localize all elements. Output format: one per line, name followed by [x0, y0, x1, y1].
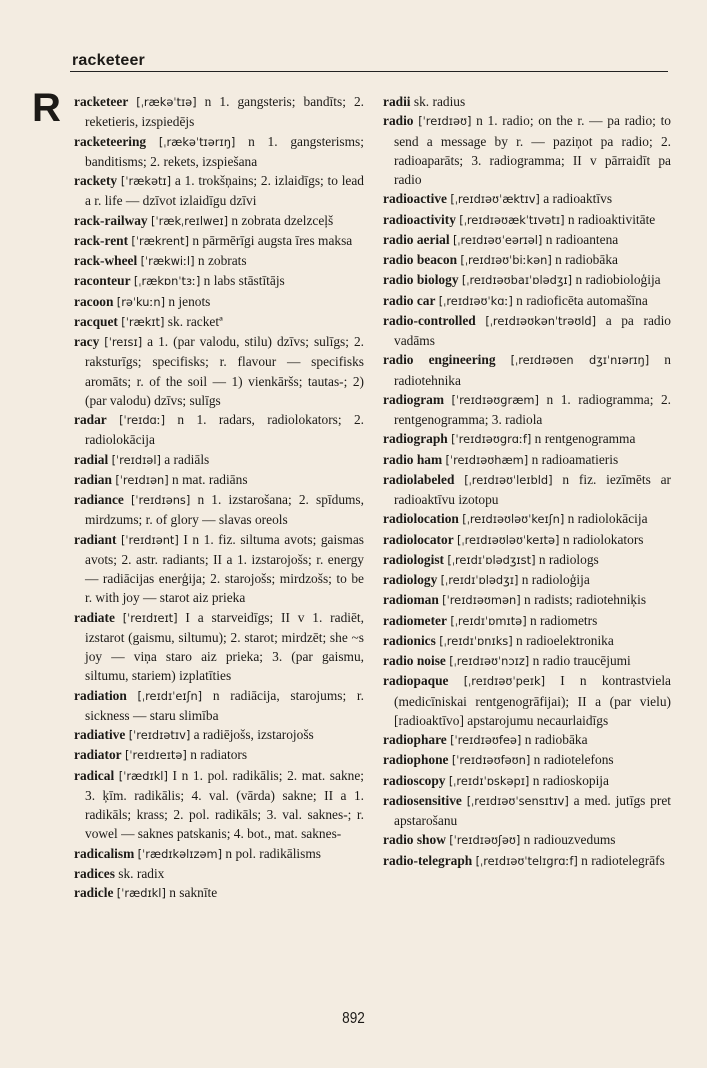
entry-pronunciation: [ˌreɪdɪəʊləʊˈkeɪʃn]: [462, 512, 565, 527]
entry-pronunciation: [ˈreɪdɪəns]: [130, 493, 191, 507]
dictionary-entry: [74, 725, 364, 745]
entry-headword: radiate: [74, 609, 115, 625]
dictionary-entry: [383, 651, 671, 671]
entry-headword: radio-controlled: [383, 312, 476, 328]
entry-headword: radio aerial: [383, 231, 450, 247]
entry-pronunciation: [ˌreɪdɪˈɒskəpɪ]: [448, 773, 530, 788]
dictionary-entry: [74, 292, 364, 312]
entry-headword: radioactivity: [383, 211, 456, 227]
entry-pronunciation: [ˈrædɪkəlɪzəm]: [137, 846, 223, 861]
entry-definition: n pol. radikālisms: [222, 845, 321, 861]
entry-definition: n 1. izstarošana; 2. spīdums, mirdzums; r. of glory — slavas oreols: [85, 492, 364, 528]
entry-pronunciation: [rəˈkuːn]: [116, 294, 166, 309]
dictionary-entry: [383, 92, 671, 111]
entry-definition: n radioaktivitāte: [564, 211, 656, 227]
entry-headword: radiologist: [383, 551, 445, 567]
entry-pronunciation: [ˈreɪdɪəʊgræm]: [451, 392, 539, 407]
dictionary-entry: [74, 410, 364, 450]
entry-definition: n radiators: [186, 747, 248, 763]
entry-pronunciation: [ˌreɪdɪˈɒlədʒɪ]: [440, 573, 519, 587]
entry-definition: n radio traucējumi: [529, 653, 631, 668]
dictionary-entry: [74, 171, 364, 211]
entry-headword: radiolocator: [383, 531, 454, 547]
entry-headword: radiation: [74, 687, 127, 703]
dictionary-entry: [74, 92, 364, 132]
dictionary-entry: [383, 590, 671, 610]
left-column: [74, 92, 364, 903]
dictionary-entry: [383, 550, 671, 570]
entry-pronunciation: [ˈreɪdɪən]: [115, 472, 169, 487]
entry-definition: a med. jutīgs pret apstarošanu: [394, 792, 671, 828]
entry-pronunciation: [ˈreɪdɪəʊmən]: [442, 593, 521, 608]
entry-definition: n rentgenogramma: [531, 431, 636, 447]
dictionary-entry: [383, 189, 671, 209]
dictionary-entry: [74, 450, 364, 470]
dictionary-entry: [383, 111, 671, 189]
entry-headword: radio car: [383, 292, 436, 308]
entry-headword: radio-telegraph: [383, 852, 473, 868]
entry-definition: n radiouzvedums: [520, 832, 616, 848]
running-head: racketeer: [72, 52, 145, 69]
entry-headword: radiometer: [383, 612, 447, 628]
dictionary-entry: [74, 251, 364, 271]
entry-pronunciation: [ˈreɪdɪənt]: [120, 532, 179, 547]
entry-pronunciation: [ˌreɪdɪəʊˈnɔɪz]: [449, 654, 530, 668]
entry-definition: n zobrata dzelzceļš: [228, 212, 334, 228]
entry-definition: n radioamatieris: [528, 451, 619, 467]
dictionary-entry: [383, 350, 671, 390]
entry-headword: radian: [74, 471, 112, 487]
entry-headword: radiant: [74, 531, 117, 547]
dictionary-entry: [383, 631, 671, 651]
entry-pronunciation: [ˌreɪdɪˈɒnɪks]: [439, 633, 513, 648]
entry-pronunciation: [ˌreɪdɪəʊkənˈtrəʊld]: [485, 313, 597, 328]
entry-pronunciation: [ˌrækəˈtɪərɪŋ]: [158, 134, 236, 149]
entry-definition: n radists; radiotehniķis: [520, 592, 647, 608]
entry-definition: a pa radio vadāms: [394, 312, 671, 348]
entry-pronunciation: [ˈreɪdɪətɪv]: [128, 728, 191, 742]
entry-definition: n 1. radars, radiolokators; 2. radiolokācija: [85, 412, 364, 448]
entry-headword: raconteur: [74, 273, 131, 289]
entry-headword: radices: [74, 865, 115, 881]
entry-headword: racquet: [74, 313, 118, 329]
dictionary-entry: [383, 530, 671, 550]
entry-headword: radiogram: [383, 391, 444, 407]
entry-headword: radioscopy: [383, 772, 446, 788]
entry-pronunciation: [ˈreɪdɪəʊ]: [418, 114, 472, 129]
entry-headword: radar: [74, 412, 107, 427]
entry-definition: n radioloģija: [518, 572, 590, 587]
entry-headword: radiophone: [383, 752, 449, 768]
header-rule: [70, 71, 668, 72]
entry-definition: n labs stāstītājs: [200, 273, 285, 289]
entry-definition: I n kontrastviela (medicīniskai rentgenogrāfijai); II a (par vielu) [radioaktīvo] apstarojumu necaurlaidīgs: [394, 673, 671, 728]
dictionary-entry: [74, 271, 364, 291]
entry-definition: n zobrats: [194, 253, 247, 268]
entry-pronunciation: [ˈrækrent]: [131, 233, 190, 248]
entry-headword: radicalism: [74, 845, 135, 861]
entry-pronunciation: [ˌreɪdɪəʊˈeərɪəl]: [452, 232, 543, 247]
entry-definition: a 1. (par valodu, stilu) dzīvs; sulīgs; 2. raksturīgs; specifisks; r. flavour — specifisks aromāts; r. of the soil — 1) vienkāršs; tautas-; 2) (par valodu) dzīvs; sulīgs: [85, 334, 364, 408]
entry-definition: n 1. gangsterisms; banditisms; 2. rekets, izspiešana: [85, 133, 364, 169]
dictionary-entry: [383, 390, 671, 430]
entry-definition: I a starveidīgs; II v 1. radiēt, izstarot (gaismu, siltumu); 2. starot; mirdzēt; she ~s joy — viņa staro aiz prieka; 3. (par gaismu, siltumu, stariem) izplatīties: [85, 609, 364, 684]
entry-definition: n 1. gangsteris; bandīts; 2. reketieris, izspiedējs: [85, 94, 364, 130]
entry-definition: n radioantena: [542, 231, 619, 247]
entry-pronunciation: [ˈreɪdɪəʊfeə]: [450, 733, 522, 747]
entry-pronunciation: [ˌreɪdɪəʊˈleɪbld]: [464, 472, 553, 487]
right-column: [383, 92, 671, 871]
entry-pronunciation: [ˈrædɪkl]: [116, 886, 166, 900]
entry-pronunciation: [ˌreɪdɪəʊˈkɑː]: [438, 293, 513, 308]
entry-pronunciation: [ˌreɪdɪəʊˈsensɪtɪv]: [466, 793, 569, 808]
entry-definition: n radioskopija: [529, 772, 609, 788]
entry-pronunciation: [ˈrækˌreɪlweɪ]: [151, 213, 229, 228]
entry-headword: radial: [74, 451, 109, 467]
entry-pronunciation: [ˈreɪdɪəʊhæm]: [445, 452, 529, 467]
dictionary-entry: [383, 750, 671, 770]
entry-headword: radii: [383, 94, 411, 109]
entry-headword: racketeering: [74, 133, 147, 149]
entry-definition: n radioficēta automašīna: [512, 292, 648, 308]
dictionary-entry: [74, 490, 364, 530]
entry-headword: radiator: [74, 747, 122, 763]
dictionary-entry: [74, 211, 364, 231]
dictionary-entry: [383, 210, 671, 230]
entry-headword: radionics: [383, 632, 436, 648]
entry-definition: n 1. radio; on the r. — pa radio; to send a message by r. — paziņot pa radio; 2. radioaparāts; 3. radiogramma; II v pārraidīt pa radio: [394, 113, 671, 187]
entry-pronunciation: [ˌreɪdɪˈɒmɪtə]: [450, 613, 527, 628]
entry-headword: rack-rent: [74, 232, 129, 248]
dictionary-entry: [383, 730, 671, 750]
dictionary-entry: [74, 470, 364, 490]
entry-pronunciation: [ˈrædɪkl]: [118, 768, 168, 783]
dictionary-entry: [74, 312, 364, 332]
dictionary-entry: [383, 230, 671, 250]
entry-pronunciation: [ˌrækɒnˈtɜː]: [133, 274, 201, 289]
entry-headword: rack-wheel: [74, 253, 138, 268]
entry-pronunciation: [ˌreɪdɪəʊˈtelɪgrɑːf]: [475, 853, 578, 868]
dictionary-entry: [383, 250, 671, 270]
entry-headword: radioactive: [383, 191, 447, 207]
entry-pronunciation: [ˌrækəˈtɪə]: [136, 95, 197, 109]
entry-definition: n radiolokācija: [564, 511, 648, 527]
entry-definition: sk. racketª: [164, 313, 223, 329]
entry-headword: radiopaque: [383, 673, 449, 689]
dictionary-entry: [74, 686, 364, 726]
entry-definition: I n 1. pol. radikālis; 2. mat. sakne; 3. ķīm. radikālis; 4. val. (vārda) sakne; II a 1. radikāls; krass; 2. pol. radikāls; 3. val. saknes-; r. vowel — saknes patskanis; 4. bot., mat. saknes-: [85, 767, 364, 842]
dictionary-entry: [383, 830, 671, 850]
entry-definition: n 1. radiogramma; 2. rentgenogramma; 3. radiola: [394, 391, 671, 427]
entry-headword: radiophare: [383, 732, 447, 747]
dictionary-entry: [74, 231, 364, 251]
page-number: 892: [342, 1010, 365, 1027]
dictionary-entry: [383, 611, 671, 631]
dictionary-entry: [383, 851, 671, 871]
entry-headword: radiograph: [383, 431, 448, 447]
entry-definition: n radiotelegrāfs: [577, 852, 665, 868]
entry-headword: radiosensitive: [383, 792, 462, 808]
dictionary-entry: [383, 570, 671, 590]
entry-pronunciation: [ˌreɪdɪəʊen dʒɪˈnɪərɪŋ]: [510, 353, 650, 368]
entry-headword: radio show: [383, 832, 446, 848]
entry-headword: radioman: [383, 592, 439, 608]
dictionary-entry: [383, 270, 671, 290]
entry-pronunciation: [ˈrækɪt]: [121, 314, 165, 329]
entry-definition: n fiz. iezīmēts ar radioaktīvu izotopu: [394, 471, 671, 507]
entry-definition: n jenots: [165, 293, 211, 309]
dictionary-entry: [74, 745, 364, 765]
entry-definition: n saknīte: [165, 885, 218, 900]
entry-definition: a 1. trokšņains; 2. izlaidīgs; to lead a r. life — dzīvot izlaidīgu dzīvi: [85, 173, 364, 209]
entry-pronunciation: [ˈreɪsɪ]: [104, 335, 143, 349]
entry-pronunciation: [ˌreɪdɪəʊækˈtɪvətɪ]: [459, 212, 565, 227]
entry-definition: n radiologs: [535, 551, 599, 567]
entry-definition: n pārmērīgi augsta īres maksa: [189, 232, 353, 248]
entry-headword: racy: [74, 334, 100, 349]
entry-definition: I n 1. fiz. siltuma avots; gaismas avots; 2. astr. radiants; II a 1. izstarojošs; r. energy — radiācijas enerģija; 2. starojošs; mirdzošs; to be r. with joy — starot aiz prieka: [85, 531, 364, 606]
dictionary-entry: [383, 311, 671, 351]
dictionary-entry: [74, 132, 364, 172]
entry-pronunciation: [ˌreɪdɪəʊˈpeɪk]: [463, 674, 546, 689]
dictionary-entry: [383, 509, 671, 529]
entry-pronunciation: [ˈreɪdɪəʊʃəʊ]: [449, 833, 521, 848]
entry-headword: radio: [383, 113, 414, 129]
dictionary-entry: [383, 771, 671, 791]
entry-pronunciation: [ˌreɪdɪəʊləʊˈkeɪtə]: [457, 532, 560, 547]
dictionary-entry: [383, 791, 671, 831]
dictionary-entry: [383, 291, 671, 311]
entry-definition: n radiometrs: [526, 612, 598, 628]
entry-definition: n radiotelefons: [530, 752, 614, 768]
entry-headword: racketeer: [74, 94, 129, 109]
entry-headword: radio ham: [383, 451, 443, 467]
entry-headword: radio beacon: [383, 252, 458, 267]
entry-pronunciation: [ˈreɪdɪəl]: [111, 452, 161, 467]
entry-definition: n radiobioloģija: [572, 272, 661, 288]
entry-headword: radio biology: [383, 272, 459, 288]
entry-definition: n radiobāka: [551, 252, 618, 267]
entry-headword: radical: [74, 767, 115, 783]
dictionary-entry: [74, 766, 364, 844]
entry-headword: racoon: [74, 293, 114, 309]
dictionary-entry: [74, 883, 364, 903]
entry-definition: n mat. radiāns: [168, 471, 248, 487]
entry-definition: a radioaktīvs: [539, 191, 613, 207]
entry-definition: n radiotehnika: [394, 352, 671, 388]
entry-headword: radio engineering: [383, 352, 496, 368]
dictionary-entry: [74, 608, 364, 686]
entry-pronunciation: [ˈrækwiːl]: [140, 254, 195, 268]
entry-headword: radiative: [74, 727, 126, 742]
dictionary-entry: [74, 530, 364, 608]
entry-definition: sk. radius: [410, 94, 466, 109]
entry-definition: n radiobāka: [521, 732, 588, 747]
entry-definition: n radiolokators: [559, 531, 644, 547]
entry-pronunciation: [ˈreɪdɑː]: [119, 413, 166, 427]
entry-headword: radicle: [74, 885, 114, 900]
entry-headword: radiolocation: [383, 511, 459, 527]
entry-pronunciation: [ˌreɪdɪˈɒlədʒɪst]: [447, 552, 536, 567]
entry-definition: n radioelektronika: [512, 632, 614, 648]
dictionary-entry: [383, 450, 671, 470]
entry-pronunciation: [ˈreɪdɪeɪt]: [122, 610, 178, 625]
entry-headword: radiolabeled: [383, 471, 455, 487]
entry-pronunciation: [ˈreɪdɪeɪtə]: [124, 748, 187, 763]
entry-pronunciation: [ˈreɪdɪəʊgrɑːf]: [451, 432, 532, 447]
entry-definition: a radiāls: [160, 451, 210, 467]
dictionary-entry: [74, 864, 364, 883]
entry-pronunciation: [ˌreɪdɪəʊˈæktɪv]: [450, 192, 540, 207]
dictionary-entry: [74, 844, 364, 864]
entry-headword: radio noise: [383, 653, 446, 668]
entry-pronunciation: [ˌreɪdɪˈeɪʃn]: [137, 688, 203, 703]
entry-headword: radiology: [383, 572, 438, 587]
entry-pronunciation: [ˈreɪdɪəʊfəʊn]: [451, 753, 531, 768]
dictionary-entry: [383, 429, 671, 449]
entry-definition: sk. radix: [114, 865, 165, 881]
entry-headword: rack-railway: [74, 212, 148, 228]
dictionary-entry: [383, 671, 671, 730]
entry-definition: a radiējošs, izstarojošs: [190, 727, 314, 742]
entry-pronunciation: [ˌreɪdɪəʊˈbiːkən]: [460, 253, 552, 267]
entry-pronunciation: [ˌreɪdɪəʊbaɪˈɒlədʒɪ]: [461, 273, 573, 288]
dictionary-entry: [383, 470, 671, 510]
entry-definition: n radiācija, starojums; r. sickness — staru slimība: [85, 687, 364, 723]
entry-headword: radiance: [74, 492, 124, 507]
entry-headword: rackety: [74, 173, 118, 188]
section-letter: R: [32, 86, 61, 130]
dictionary-entry: [74, 332, 364, 410]
entry-pronunciation: [ˈrækətɪ]: [120, 174, 172, 188]
